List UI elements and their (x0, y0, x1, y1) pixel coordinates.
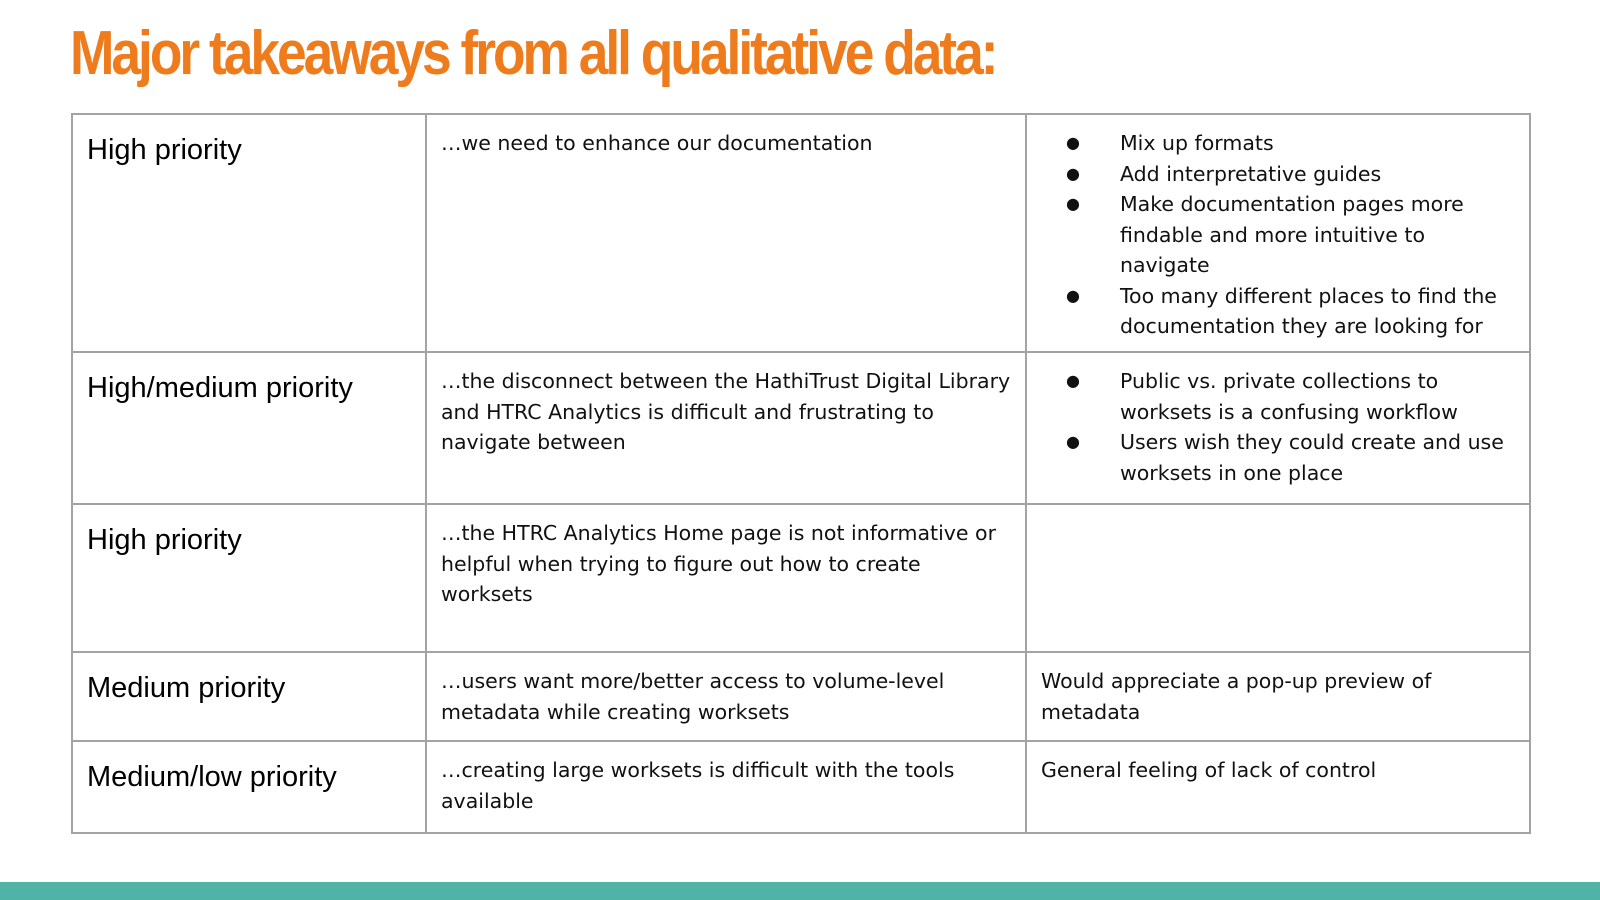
bullet-icon: ● (1066, 133, 1080, 152)
priority-cell (72, 741, 426, 833)
priority-cell (72, 114, 426, 352)
bullet-icon: ● (1066, 432, 1080, 451)
details-list-item (1027, 189, 1519, 281)
table-row (72, 352, 1530, 504)
bullet-icon: ● (1066, 194, 1080, 213)
bullet-icon: ● (1066, 371, 1080, 390)
details-list-item (1027, 159, 1519, 190)
finding-cell (426, 114, 1026, 352)
details-item-text: Users wish they could create and use worksets in one place (1120, 430, 1504, 485)
details-list-item (1027, 128, 1519, 159)
finding-cell (426, 741, 1026, 833)
finding-text: …creating large worksets is difficult with the tools available (441, 758, 955, 813)
details-cell (1026, 114, 1530, 352)
finding-text: …we need to enhance our documentation (441, 131, 873, 155)
details-list-item (1027, 366, 1519, 427)
bullet-icon: ● (1066, 163, 1080, 183)
table-row (72, 504, 1530, 652)
finding-text: …the disconnect between the HathiTrust Digital Library and HTRC Analytics is difficult and frustrating to navigate between (441, 369, 1011, 454)
table-row (72, 652, 1530, 741)
details-list-item (1027, 427, 1519, 488)
bullet-icon: ● (1066, 285, 1080, 305)
priority-cell (72, 352, 426, 504)
details-cell (1026, 652, 1530, 741)
table-row (72, 741, 1530, 833)
priority-label: Medium priority (87, 672, 286, 704)
details-cell (1026, 504, 1530, 652)
details-text (1027, 505, 1529, 518)
priority-cell (72, 652, 426, 741)
finding-text: …users want more/better access to volume-level metadata while creating worksets (441, 669, 945, 724)
slide-title: Major takeaways from all qualitative data: (70, 19, 996, 88)
priority-label: High priority (87, 134, 242, 166)
details-item-text: Public vs. private collections to worksets is a confusing workflow (1120, 369, 1458, 424)
details-list-container (1027, 353, 1529, 488)
details-cell (1026, 352, 1530, 504)
details-cell (1026, 741, 1530, 833)
details-list (1027, 353, 1529, 488)
table-row (72, 114, 1530, 352)
details-item-text: Too many different places to find the documentation they are looking for (1120, 283, 1497, 338)
priority-cell (72, 504, 426, 652)
takeaways-table (71, 113, 1531, 834)
priority-label: High/medium priority (87, 372, 353, 404)
details-text: General feeling of lack of control (1041, 758, 1377, 782)
finding-cell (426, 504, 1026, 652)
bottom-accent-bar (0, 882, 1600, 900)
details-item-text: Mix up formats (1120, 131, 1274, 155)
details-item-text: Add interpretative guides (1120, 161, 1382, 186)
details-item-text: Make documentation pages more findable and more intuitive to navigate (1120, 192, 1464, 277)
finding-cell (426, 652, 1026, 741)
finding-text: …the HTRC Analytics Home page is not informative or helpful when trying to figure out how to create worksets (441, 521, 997, 606)
finding-cell (426, 352, 1026, 504)
priority-label: High priority (87, 524, 242, 556)
details-list-item (1027, 281, 1519, 342)
details-list (1027, 115, 1529, 342)
details-text: Would appreciate a pop-up preview of metadata (1041, 669, 1432, 724)
priority-label: Medium/low priority (87, 761, 337, 793)
details-list-container (1027, 115, 1529, 342)
